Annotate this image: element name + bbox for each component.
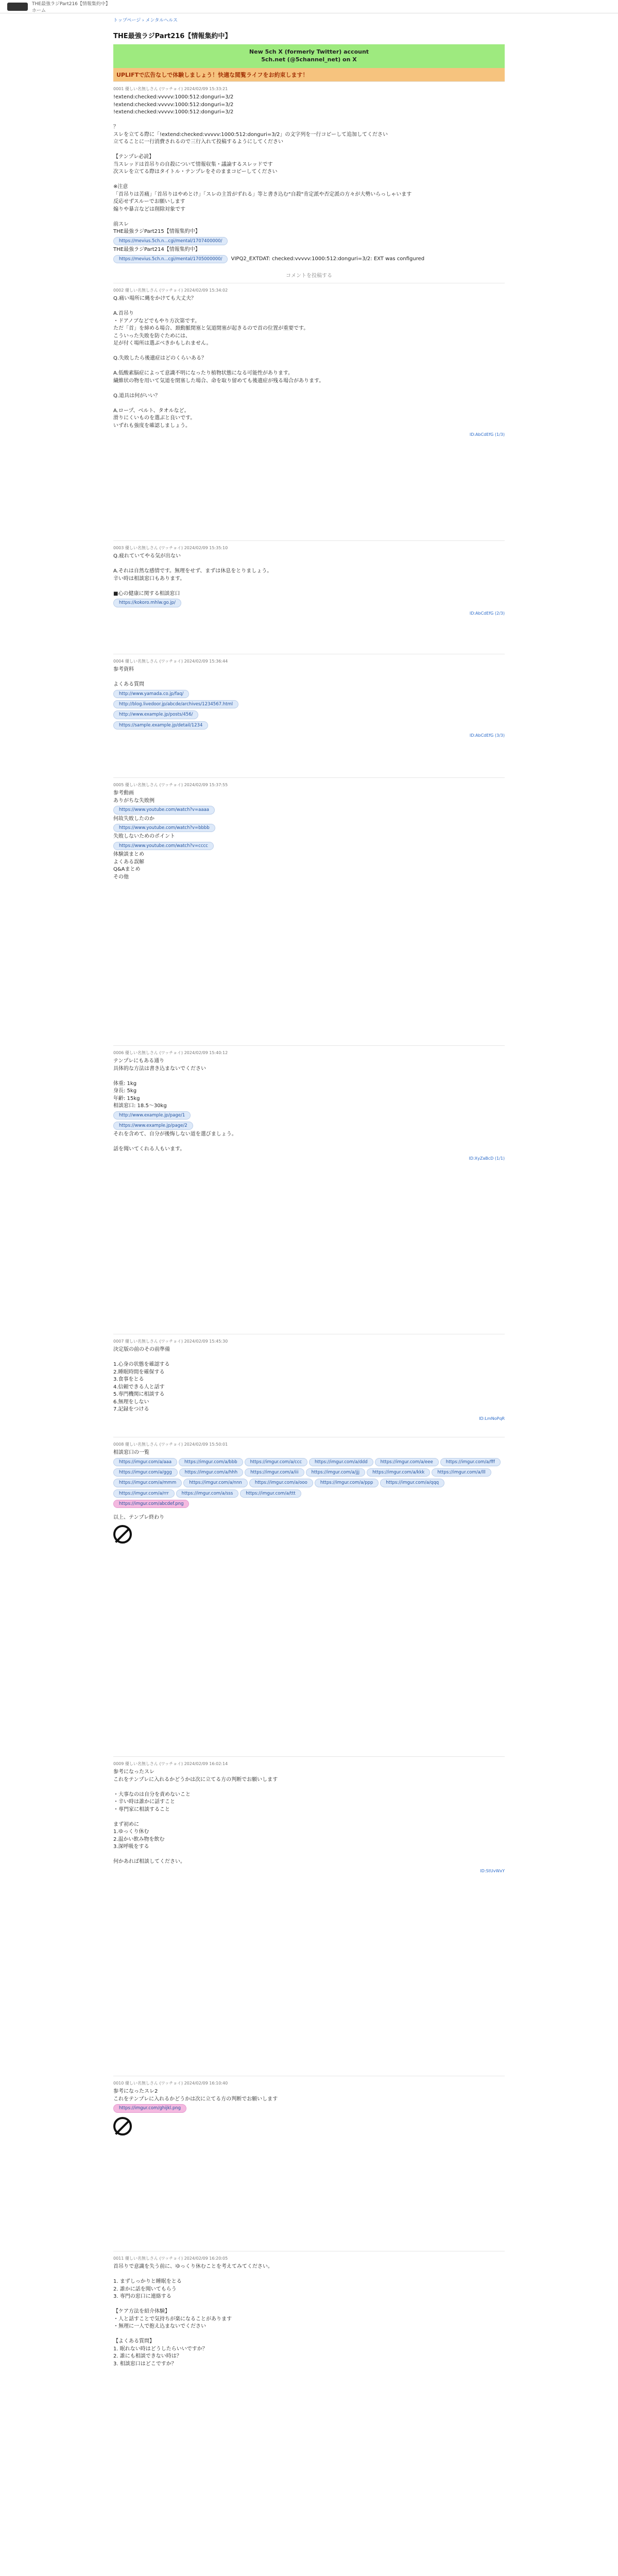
image-link-highlight[interactable]: https://imgur.com/abcdef.png xyxy=(113,1500,189,1508)
post-id[interactable]: ID:AbCdEfG (1/3) xyxy=(469,432,505,437)
image-link[interactable]: https://imgur.com/a/kkk xyxy=(367,1468,430,1477)
image-link[interactable]: https://imgur.com/a/mmm xyxy=(113,1479,182,1487)
ext-note: VIPQ2_EXTDAT: checked:vvvvv:1000:512:donguri=3/2: EXT was configured xyxy=(231,256,425,262)
post-body: Q.痛い場所に縄をかけても大丈夫？ A.首吊り ・ドアノブなどでもやり方次第です。 ただ「首」を締める場合、頚動脈閉塞と気道閉塞が起きるので首の位置が重要です。 こういった失敗を防ぐためには、 足が付く場所は選ぶべきかもしれません。 Q.失敗したら後遺症はどのくらいある？ A.低酸素脳症によって意識不明になったり植物状態になる可能性があります。 繊維状の物を用いて気道を閉塞した場合、命を取り留めても後遺症が残る場合があります。 Q.道具は何がいい？ A.ロープ、ベルト、タオルなど。 滑りにくいものを選ぶと良いです。 いずれも強度を確認しましょう。 xyxy=(113,296,324,429)
post-10 xyxy=(113,2076,505,2251)
post-meta: 0010 優しい名無しさん (ワッチョイ) 2024/02/09 16:10:40 xyxy=(113,2080,228,2086)
post-11 xyxy=(113,2251,505,2560)
image-link[interactable]: https://imgur.com/a/iii xyxy=(245,1468,304,1477)
post-meta: 0003 優しい名無しさん (ワッチョイ) 2024/02/09 15:35:10 xyxy=(113,545,228,550)
image-link[interactable]: https://imgur.com/a/aaa xyxy=(113,1458,177,1466)
list-item: Q&Aまとめ xyxy=(113,867,141,873)
post-body: 首吊りで意識を失う前に、ゆっくり休むことを考えてみてください。 1. まずしっかりと睡眠をとる 2. 誰かに話を聞いてもらう 3. 専門の窓口に連絡する 【ケア方法を紹介体験】 ・人と話すことで気持ちが楽になることがあります ・無理に一人で抱え込まないでください 【よくある質問】 1. 眠れない時はどうしたらいいですか？ 2. 誰にも相談できない時は？ 3. 相談窓口はどこですか？ xyxy=(113,2264,273,2367)
image-link[interactable]: https://imgur.com/a/ggg xyxy=(113,1468,178,1477)
post-meta: 0005 優しい名無しさん (ワッチョイ) 2024/02/09 15:37:55 xyxy=(113,782,228,787)
site-sub[interactable]: ホーム xyxy=(32,8,46,13)
post-1 xyxy=(113,81,505,267)
image-link[interactable]: https://imgur.com/a/ooo xyxy=(249,1479,313,1487)
post-id[interactable]: ID:AbCdEfG (3/3) xyxy=(469,733,505,738)
post-meta: 0006 優しい名無しさん (ワッチョイ) 2024/02/09 15:40:12 xyxy=(113,1050,228,1055)
post-body-tail: 以上、テンプレ終わり xyxy=(113,1515,165,1521)
post-id[interactable]: ID:XyZaBcD (1/1) xyxy=(469,1156,505,1161)
resource-link[interactable]: https://www.example.jp/page/2 xyxy=(113,1122,193,1130)
image-link[interactable]: https://imgur.com/a/ddd xyxy=(309,1458,373,1466)
post-body: 参考資料 よくある質問 xyxy=(113,667,144,688)
image-link[interactable]: https://imgur.com/a/fff xyxy=(440,1458,501,1466)
image-link[interactable]: https://imgur.com/a/sss xyxy=(176,1489,239,1498)
resource-link[interactable]: http://www.example.jp/posts/456/ xyxy=(113,710,198,719)
post-body-tail: それを含めて、自分が後悔しない道を選びましょう。 話を聞いてくれる人もいます。 xyxy=(113,1131,237,1153)
imgur-link-grid xyxy=(113,1457,505,1499)
resource-link[interactable]: https://sample.example.jp/detail/1234 xyxy=(113,721,208,730)
site-name: THE最強ラジPart216【情報集約中】 xyxy=(32,1,110,7)
resource-link[interactable]: http://www.example.jp/page/1 xyxy=(113,1111,191,1120)
thread-link-2[interactable]: https://mevius.5ch.n...cgi/mental/1705000000/ xyxy=(113,255,228,263)
image-link[interactable]: https://imgur.com/a/lll xyxy=(432,1468,491,1477)
post-meta: 0004 優しい名無しさん (ワッチョイ) 2024/02/09 15:36:44 xyxy=(113,658,228,664)
post-4 xyxy=(113,654,505,777)
image-link-highlight[interactable]: https://imgur.com/ghijkl.png xyxy=(113,2104,186,2112)
post-body-2: THE最強ラジPart214【情報集約中】 xyxy=(113,247,200,253)
list-item: ありがちな失敗例 xyxy=(113,798,154,804)
image-link[interactable]: https://imgur.com/a/eee xyxy=(375,1458,439,1466)
post-7 xyxy=(113,1334,505,1437)
post-body: テンプレにもある通り 具体的な方法は書き込まないでください 体重: 1kg 身長: 5kg 年齢: 15kg 相談窓口: 18.5〜30kg xyxy=(113,1058,206,1109)
x-banner[interactable] xyxy=(113,44,505,68)
post-meta: 0009 優しい名無しさん (ワッチョイ) 2024/02/09 16:02:14 xyxy=(113,1761,228,1766)
image-link[interactable]: https://imgur.com/a/jjj xyxy=(306,1468,365,1477)
image-link[interactable]: https://imgur.com/a/rrr xyxy=(113,1489,175,1498)
post-comment-link[interactable]: コメントを投稿する xyxy=(286,273,332,279)
top-bar xyxy=(0,0,618,13)
breadcrumb[interactable]: トップページ › メンタルヘルス xyxy=(113,18,178,23)
image-link[interactable]: https://imgur.com/a/nnn xyxy=(183,1479,248,1487)
image-link[interactable]: https://imgur.com/a/hhh xyxy=(179,1468,244,1477)
list-item: 何故失敗したのか xyxy=(113,816,154,822)
video-link[interactable]: https://www.youtube.com/watch?v=cccc xyxy=(113,842,214,850)
post-id[interactable]: ID:StUvWxY xyxy=(480,1868,505,1873)
uplift-ad[interactable]: UPLIFTで広告なしで体験しましょう！快適な閲覧ライフをお約束します！ xyxy=(113,68,505,81)
post-meta: 0008 優しい名無しさん (ワッチョイ) 2024/02/09 15:50:01 xyxy=(113,1442,228,1447)
image-link[interactable]: https://imgur.com/a/ppp xyxy=(315,1479,379,1487)
post-body: 参考になったスレ2 これをテンプレに入れるかどうかは次に立てる方の判断でお願いします xyxy=(113,2089,278,2102)
page-title: THE最強ラジPart216【情報集約中】 xyxy=(113,32,232,40)
post-body: 参考になったスレ これをテンプレに入れるかどうかは次に立てる方の判断でお願いします ・大事なのは自分を責めないこと ・辛い時は誰かに話すこと ・専門家に相談すること まず初めに 1.ゆっくり休む 2.温かい飲み物を飲む 3.深呼吸をする 何かあれば相談してください。 xyxy=(113,1769,278,1865)
post-9 xyxy=(113,1756,505,2076)
post-5 xyxy=(113,777,505,1045)
site-logo[interactable] xyxy=(7,3,28,11)
banner-line2: 5ch.net (@5channel_net) on X xyxy=(261,56,357,63)
video-link[interactable]: https://www.youtube.com/watch?v=aaaa xyxy=(113,806,215,814)
banner-line1: New 5ch X (formerly Twitter) account xyxy=(249,48,369,55)
post-body: !extend:checked:vvvvv:1000:512:donguri=3/2 !extend:checked:vvvvv:1000:512:donguri=3/2 !extend:checked:vvvvv:1000:512:donguri=3/2 ？ スレを立てる際に「!extend:checked:vvvvv:1000:512:donguri=3/2」の文字列を一行コピーして追加してください 立てることに一行消費されるので三行入れて投稿するようにしてください 【テンプレ必読】 当スレッドは首吊りの自殺について情報収集・議論するスレッドです 次スレを立てる際はタイトル・テンプレをそのままコピーしてください ※注意 「首吊りは苦痛」「首吊りはやめとけ」「スレの主旨がずれる」等と書き込む"自殺"肯定派や否定派の方々が大勢いらっしゃいます 反応せずスルーでお願いします 煽りや暴言などは削除対象です 前スレ THE最強ラジPart215【情報集約中】 xyxy=(113,94,412,235)
post-2 xyxy=(113,283,505,540)
image-link[interactable]: https://imgur.com/a/ttt xyxy=(240,1489,301,1498)
post-meta: 0001 優しい名無しさん (ワッチョイ) 2024/02/09 15:33:21 xyxy=(113,86,228,91)
post-6 xyxy=(113,1045,505,1334)
image-link[interactable]: https://imgur.com/a/qqq xyxy=(380,1479,444,1487)
post-3 xyxy=(113,540,505,654)
post-body: 相談窓口の一覧 xyxy=(113,1450,149,1456)
resource-link[interactable]: http://blog.livedoor.jp/abcde/archives/1234567.html xyxy=(113,700,238,708)
list-item: その他 xyxy=(113,874,129,880)
no-image-icon xyxy=(113,2117,132,2136)
resource-link[interactable]: https://kokoro.mhlw.go.jp/ xyxy=(113,599,181,607)
post-id[interactable]: ID:AbCdEfG (2/3) xyxy=(469,611,505,616)
list-item: 失敗しないためのポイント xyxy=(113,834,175,840)
post-meta: 0002 優しい名無しさん (ワッチョイ) 2024/02/09 15:34:02 xyxy=(113,287,228,293)
post-meta: 0011 優しい名無しさん (ワッチョイ) 2024/02/09 16:20:05 xyxy=(113,2256,228,2261)
post-8 xyxy=(113,1437,505,1756)
no-image-icon xyxy=(113,1525,132,1544)
image-link[interactable]: https://imgur.com/a/ccc xyxy=(245,1458,307,1466)
post-id[interactable]: ID:LmNoPqR xyxy=(479,1416,505,1421)
thread-link[interactable]: https://mevius.5ch.n...cgi/mental/1707400000/ xyxy=(113,237,228,245)
post-body: Q.疲れていてやる気が出ない A.それは自然な感情です。無理をせず、まずは休息をとりましょう。 辛い時は相談窓口もあります。 ■心の健康に関する相談窓口 xyxy=(113,553,272,597)
list-item: 体験談まとめ xyxy=(113,852,144,858)
resource-link[interactable]: http://www.yamada.co.jp/faq/ xyxy=(113,690,189,698)
post-meta: 0007 優しい名無しさん (ワッチョイ) 2024/02/09 15:45:30 xyxy=(113,1338,228,1344)
post-body: 参考動画 xyxy=(113,790,134,796)
image-link[interactable]: https://imgur.com/a/bbb xyxy=(179,1458,243,1466)
video-link[interactable]: https://www.youtube.com/watch?v=bbbb xyxy=(113,824,215,832)
list-item: よくある誤解 xyxy=(113,859,144,865)
thread xyxy=(113,30,505,2560)
post-body: 決定版の前のその前準備 1.心身の状態を確認する 2.睡眠時間を確保する 3.食事をとる 4.信頼できる人と話す 5.専門機関に相談する 6.無理をしない 7.記録をつける xyxy=(113,1347,170,1413)
